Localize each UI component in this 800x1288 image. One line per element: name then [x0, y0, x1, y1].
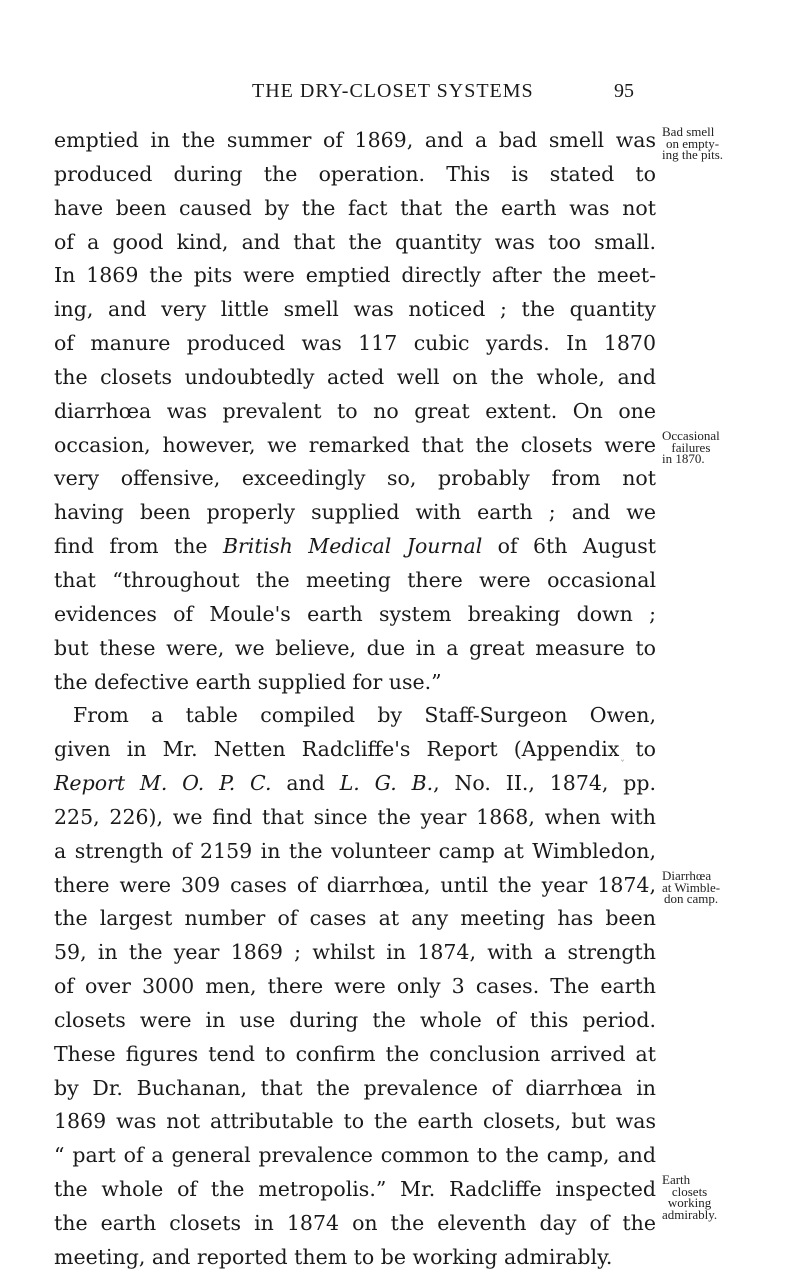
report-title: L. G. B. [339, 771, 434, 796]
text-line-with-citation [54, 530, 656, 564]
page-number: 95 [614, 80, 634, 102]
sidenote-line: closets [671, 1183, 708, 1199]
text-line: the largest number of cases at any meeting has been [54, 906, 656, 931]
print-speck: ˇ [620, 760, 625, 771]
text-line: 59, in the year 1869 ; whilst in 1874, with a strength [54, 940, 656, 965]
sidenote-diarrhoea [662, 870, 720, 905]
sidenote-line: in 1870. [662, 451, 705, 466]
sidenote-line: don camp. [663, 891, 719, 906]
text-line: “ part of a general prevalence common to the camp, and [54, 1143, 656, 1168]
paragraph-start-line: From a table compiled by Staff-Surgeon Owen, [73, 703, 656, 728]
body-text [54, 124, 656, 1275]
text-line: the closets undoubtedly acted well on the whole, and [54, 364, 656, 389]
text-line: there were 309 cases of diarrhœa, until the year 1874, [54, 872, 656, 897]
text-line: closets were in use during the whole of this period. [54, 1007, 656, 1032]
running-head [0, 80, 660, 110]
text-line: evidences of Moule's earth system breaking down ; [54, 601, 656, 626]
text-line: by Dr. Buchanan, that the prevalence of diarrhœa in [54, 1075, 656, 1100]
sidenote-occasional-failures [662, 430, 720, 465]
journal-title: British Medical Journal [222, 534, 483, 559]
text-line: a strength of 2159 in the volunteer camp at Wimbledon, [54, 838, 656, 863]
running-title: THE DRY-CLOSET SYSTEMS [252, 80, 534, 102]
text-line: of a good kind, and that the quantity was too small. [54, 229, 656, 254]
sidenote-line: at Wimble- [662, 879, 721, 895]
paragraph-end-line: meeting, and reported them to be working admirably. [54, 1244, 613, 1269]
text-line: the whole of the metropolis.” Mr. Radcliffe inspected [54, 1177, 656, 1202]
text-line: In 1869 the pits were emptied directly after the meet- [54, 263, 656, 288]
text-line: of manure produced was 117 cubic yards. In 1870 [54, 331, 656, 356]
text-line: ing, and very little smell was noticed ; the quantity [54, 297, 656, 322]
sidenote-earth-closets [662, 1174, 717, 1220]
text-line: that “throughout the meeting there were occasional [54, 567, 656, 592]
text-line-with-citation [54, 767, 656, 801]
sidenote-line: failures [671, 439, 711, 455]
sidenote-line: Diarrhœa [662, 868, 712, 883]
text-line: have been caused by the fact that the earth was not [54, 195, 656, 220]
text-line: These figures tend to confirm the conclusion arrived at [54, 1041, 656, 1066]
text-line: 1869 was not attributable to the earth closets, but was [54, 1109, 656, 1134]
text-line: emptied in the summer of 1869, and a bad smell was [54, 128, 656, 152]
sidenote-line: admirably. [662, 1206, 718, 1222]
text-line: the earth closets in 1874 on the eleventh day of the [54, 1211, 656, 1235]
text-fragment: , No. II., 1874, pp. [433, 771, 657, 796]
sidenote-line: Occasional [662, 428, 720, 443]
sidenote-bad-smell [662, 126, 723, 161]
text-line: occasion, however, we remarked that the closets were [54, 432, 656, 457]
sidenote-line: on empty- [665, 135, 720, 151]
text-line: of over 3000 men, there were only 3 cases. The earth [54, 974, 656, 999]
text-line: diarrhœa was prevalent to no great extent. On one [54, 398, 656, 423]
text-line: very offensive, exceedingly so, probably from not [54, 466, 656, 491]
sidenote-line: Bad smell [662, 124, 715, 139]
sidenote-line: Earth [662, 1172, 691, 1187]
report-title: Report M. O. P. C. [54, 771, 272, 796]
paragraph-end-line: the defective earth supplied for use.” [54, 669, 442, 694]
text-fragment: and [271, 771, 340, 796]
text-fragment: of 6th August [482, 534, 656, 559]
text-line: but these were, we believe, due in a great measure to [54, 635, 656, 660]
sidenote-line: working [667, 1195, 712, 1210]
text-line: 225, 226), we find that since the year 1868, when with [54, 804, 656, 829]
text-line: having been properly supplied with earth ; and we [54, 500, 656, 525]
sidenote-line: ing the pits. [662, 147, 724, 162]
text-line: given in Mr. Netten Radcliffe's Report (Appendix to [54, 737, 656, 762]
text-line: produced during the operation. This is stated to [54, 161, 656, 186]
text-fragment: find from the [54, 534, 223, 559]
